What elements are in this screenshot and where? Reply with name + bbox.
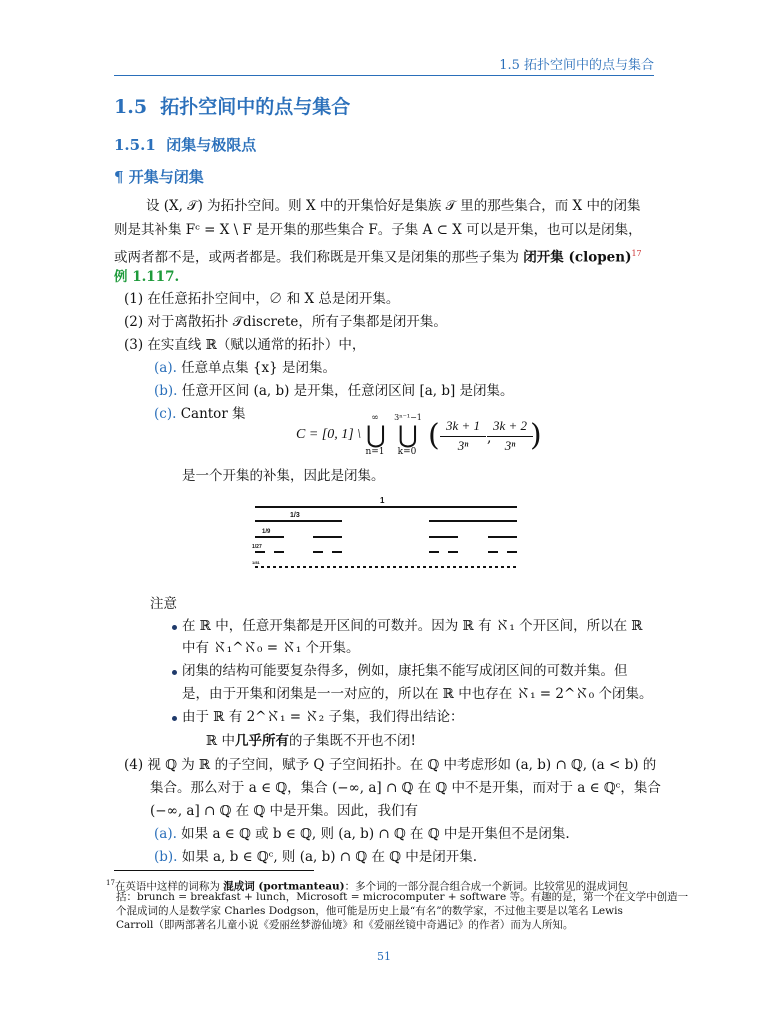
item-text: 视 ℚ 为 ℝ 的子空间，赋予 Q 子空间拓扑。在 ℚ 中考虑形如 (a, b) ∩ ℚ, (a < b) 的 (147, 757, 657, 773)
sub-label: (c). (154, 406, 177, 422)
conclusion-bold: 几乎所有 (235, 733, 290, 749)
note-3-line-1: 由于 ℝ 有 2^ℵ₁ = ℵ₂ 子集，我们得出结论： (182, 709, 464, 725)
frac1-bar (440, 436, 486, 437)
big-union-icon: ⋃ (366, 421, 386, 449)
big-union-icon: ⋃ (398, 421, 418, 449)
right-paren: ) (530, 418, 542, 453)
sub-label: (a). (154, 360, 177, 376)
union2-bottom: k=0 (397, 447, 417, 457)
item-text: 对于离散拓扑 𝒯discrete，所有子集都是闭开集。 (147, 314, 447, 330)
sub-text: Cantor 集 (180, 406, 246, 422)
footnote-line-2: 括：brunch = breakfast + lunch，Microsoft = microcomputer + software 等。有趣的是，第一个在文学中创造一 (116, 891, 689, 903)
sub-item-3a (154, 356, 336, 380)
frac1-den: 3ⁿ (457, 438, 469, 453)
cantor-level-3 (313, 551, 323, 553)
example-item-1 (124, 287, 399, 311)
cantor-after-text: 是一个开集的补集，因此是闭集。 (182, 468, 385, 484)
union2-top: 3ⁿ⁻¹−1 (394, 413, 422, 422)
frac2-bar (487, 436, 533, 437)
subsection-heading (114, 134, 256, 155)
item-number: (1) (124, 291, 144, 307)
note-1-line-1: 在 ℝ 中，任意开集都是开区间的可数并。因为 ℝ 有 ℵ₁ 个开区间，所以在 ℝ (182, 618, 643, 634)
page-number: 51 (377, 950, 391, 963)
cantor-label-1: 1 (380, 496, 385, 505)
cantor-level-3 (429, 551, 439, 553)
cantor-level-3 (448, 551, 458, 553)
cantor-level-3 (274, 551, 284, 553)
note-label: 注意 (150, 596, 177, 612)
section-number: 1.5 (114, 96, 148, 118)
cantor-formula-lhs: C = [0, 1] \ (296, 427, 362, 442)
item-number: (4) (124, 757, 144, 773)
cantor-label-1-3: 1/3 (290, 512, 300, 519)
subsection-title: 闭集与极限点 (166, 136, 257, 154)
bullet-icon (172, 625, 177, 630)
example-label: 例 1.117. (114, 269, 180, 285)
cantor-level-3 (332, 551, 342, 553)
item-text: 在实直线 ℝ（赋以通常的拓扑）中， (147, 337, 366, 353)
sub-item-4b (154, 845, 477, 869)
footnote-line-4: Carroll（即两部著名儿童小说《爱丽丝梦游仙境》和《爱丽丝镜中奇遇记》的作者）而为人所知。 (116, 919, 574, 931)
item-text: 在任意拓扑空间中，∅ 和 X 总是闭开集。 (147, 291, 400, 307)
frac2-num: 3k + 2 (492, 418, 528, 433)
paragraph-heading: ¶ 开集与闭集 (114, 168, 204, 186)
cantor-label-1-27: 1/27 (252, 544, 262, 550)
note-2-line-1: 闭集的结构可能要复杂得多，例如，康托集不能写成闭区间的可数并集。但 (182, 663, 628, 679)
bullet-icon (172, 716, 177, 721)
cantor-level-3 (507, 551, 517, 553)
sub-text: 如果 a, b ∈ ℚᶜ, 则 (a, b) ∩ ℚ 在 ℚ 中是闭开集. (181, 849, 478, 865)
intro-line-1: 设 (X, 𝒯) 为拓扑空间。则 X 中的开集恰好是集族 𝒯 里的那些集合，而 X 中的闭集 (146, 198, 641, 214)
header-rule (114, 75, 654, 76)
intro-line-3 (114, 242, 642, 270)
example-item-3 (124, 333, 365, 357)
cantor-label-1-81: 1/81 (252, 560, 260, 565)
cantor-level-0 (255, 506, 517, 508)
cantor-level-2 (488, 536, 517, 538)
cantor-level-1-left (255, 520, 342, 522)
sub-item-4a (154, 822, 570, 846)
union1-top: ∞ (371, 413, 379, 423)
footnote-number: 17 (106, 879, 115, 887)
footnote-mark[interactable]: 17 (631, 249, 642, 258)
cantor-level-2 (255, 536, 284, 538)
frac2-den: 3ⁿ (504, 438, 516, 453)
footnote-line-3: 个混成词的人是数学家 Charles Dodgson，他可能是历史上最“有名”的数学家，不过他主要是以笔名 Lewis (116, 905, 623, 917)
left-paren: ( (428, 418, 440, 453)
intro-line-2: 则是其补集 Fᶜ = X \ F 是开集的那些集合 F。子集 A ⊂ X 可以是开集，也可以是闭集， (114, 222, 642, 238)
item-number: (2) (124, 314, 144, 330)
footnote-rule (114, 870, 314, 871)
item-number: (3) (124, 337, 144, 353)
example-item-4-line-3: (−∞, a] ∩ ℚ 在 ℚ 中是开集。因此，我们有 (150, 803, 419, 819)
conclusion-prefix: ℝ 中 (206, 733, 236, 749)
sub-text: 任意开区间 (a, b) 是开集，任意闭区间 [a, b] 是闭集。 (181, 383, 514, 399)
sub-text: 任意单点集 {x} 是闭集。 (181, 360, 337, 376)
example-item-2 (124, 310, 447, 334)
portmanteau-term: 混成词 (portmanteau) (223, 880, 345, 893)
union1-bottom: n=1 (365, 447, 385, 457)
conclusion (206, 729, 416, 753)
bullet-icon (172, 670, 177, 675)
footnote-text: 在英语中这样的词称为 (114, 880, 224, 893)
sub-item-3b (154, 379, 514, 403)
sub-label: (a). (154, 826, 177, 842)
sub-label: (b). (154, 383, 178, 399)
cantor-level-1-right (429, 520, 517, 522)
sub-label: (b). (154, 849, 178, 865)
section-heading (114, 92, 350, 119)
example-item-4-line-1 (124, 753, 656, 777)
frac1-num: 3k + 1 (445, 418, 481, 433)
note-1-line-2: 中有 ℵ₁^ℵ₀ = ℵ₁ 个开集。 (182, 640, 360, 656)
cantor-level-3 (488, 551, 498, 553)
cantor-level-2 (313, 536, 342, 538)
note-2-line-2: 是，由于开集和闭集是一一对应的，所以在 ℝ 中也存在 ℵ₁ = 2^ℵ₀ 个闭集。 (182, 686, 653, 702)
intro-line-3-text: 或两者都不是，或两者都是。我们称既是开集又是闭集的那些子集为 (114, 249, 524, 266)
example-item-4-line-2: 集合。那么对于 a ∈ ℚ，集合 (−∞, a] ∩ ℚ 在 ℚ 中不是开集，而对于 a ∈ ℚᶜ，集合 (150, 780, 661, 796)
clopen-term: 闭开集 (clopen) (523, 249, 632, 266)
section-title: 拓扑空间中的点与集合 (160, 96, 351, 118)
sub-item-3c (154, 402, 246, 426)
cantor-figure (250, 494, 518, 574)
comma: , (487, 430, 492, 446)
running-header: 1.5 拓扑空间中的点与集合 (499, 58, 654, 73)
cantor-level-4 (255, 566, 517, 568)
cantor-level-2 (429, 536, 458, 538)
conclusion-suffix: 的子集既不开也不闭! (289, 733, 416, 749)
subsection-number: 1.5.1 (114, 136, 156, 154)
footnote-text: ：多个词的一部分混合组合成一个新词。比较常见的混成词包 (344, 880, 629, 893)
cantor-level-3 (255, 551, 265, 553)
sub-text: 如果 a ∈ ℚ 或 b ∈ ℚ, 则 (a, b) ∩ ℚ 在 ℚ 中是开集但不是闭集. (181, 826, 570, 842)
cantor-label-1-9: 1/9 (262, 529, 271, 535)
